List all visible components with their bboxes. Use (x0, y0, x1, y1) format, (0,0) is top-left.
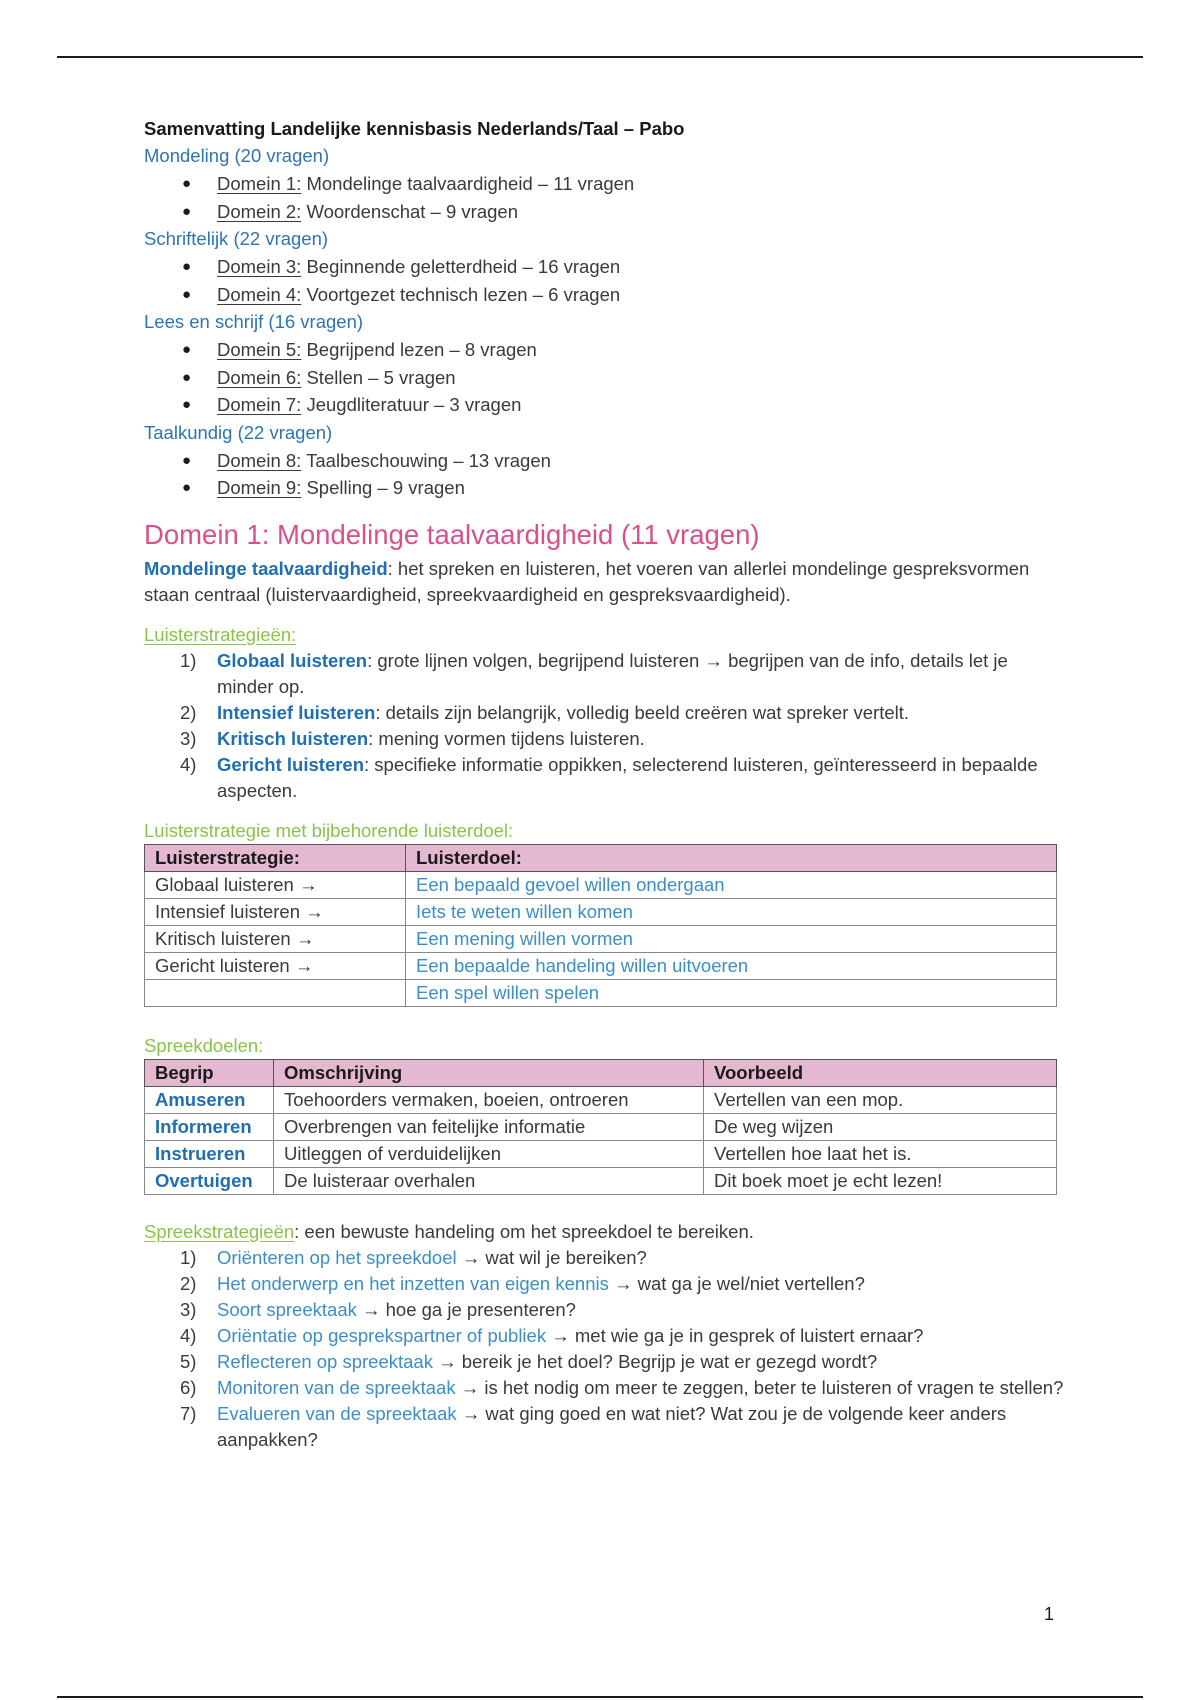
item-number: 4) (180, 1324, 197, 1346)
item-number: 5) (180, 1350, 197, 1372)
bullet-icon: ● (182, 341, 192, 358)
strategy-text: : mening vormen tijdens luisteren. (368, 727, 645, 749)
strategy-term: Oriëntatie op gesprekspartner of publiek (217, 1324, 547, 1346)
table-row (145, 898, 1057, 925)
strategy-term: Intensief luisteren (217, 701, 376, 723)
strategy-text: → is het nodig om meer te zeggen, beter te luisteren of vragen te stellen? (455, 1376, 1064, 1398)
domain-label: Domein 1: (217, 173, 302, 194)
domain-text: Beginnende geletterdheid – 16 vragen (301, 256, 621, 277)
description-cell: Uitleggen of verduidelijken (274, 1140, 704, 1167)
domain-label: Domein 9: (217, 477, 302, 498)
list-item (144, 700, 1064, 726)
term-cell: Instrueren (145, 1140, 274, 1167)
domain-list-item (144, 447, 1064, 475)
strategy-text: → met wie ga je in gesprek of luistert ernaar? (546, 1324, 924, 1346)
domain-text: Taalbeschouwing – 13 vragen (301, 449, 551, 471)
item-number: 3) (180, 727, 197, 749)
document-title: Samenvatting Landelijke kennisbasis Nederlands/Taal – Pabo (144, 118, 685, 139)
domain1-heading: Domein 1: Mondelinge taalvaardigheid (11 vragen) (144, 518, 760, 550)
domain-list-item (144, 336, 1064, 364)
bullet-icon: ● (182, 396, 192, 413)
goal-cell: Een bepaald gevoel willen ondergaan (406, 871, 1057, 898)
strategy-term: Soort spreektaak (217, 1298, 357, 1320)
speak-goals-heading: Spreekdoelen: (144, 1034, 264, 1056)
list-item (144, 1297, 1064, 1323)
speak-goals-table (144, 1059, 1057, 1195)
term-cell: Amuseren (145, 1086, 274, 1113)
list-item (144, 648, 1064, 700)
table-row (145, 979, 1057, 1006)
bullet-icon: ● (182, 175, 192, 192)
overview-heading: Taalkundig (22 vragen) (144, 421, 333, 443)
domain-list (144, 253, 1064, 308)
strategy-cell (145, 979, 406, 1006)
listen-goal-table (144, 844, 1057, 1007)
domain-list-item (144, 391, 1064, 419)
strategy-text: → bereik je het doel? Begrijp je wat er gezegd wordt? (432, 1350, 878, 1372)
strategy-term: Evalueren van de spreektaak (217, 1402, 457, 1424)
list-item (144, 752, 1064, 804)
strategy-text: → wat wil je bereiken? (456, 1246, 647, 1268)
definition-term: Mondelinge taalvaardigheid (144, 557, 388, 579)
speak-strategies-intro (144, 1219, 1064, 1245)
domain-list (144, 336, 1064, 419)
page-number: 1 (1044, 1604, 1055, 1624)
table-row (145, 1167, 1057, 1194)
speak-strategies-heading: Spreekstrategieën (144, 1220, 295, 1242)
strategy-cell: Intensief luisteren → (145, 898, 406, 925)
bullet-icon: ● (182, 202, 192, 220)
domain-list-item (144, 170, 1064, 198)
strategy-term: Monitoren van de spreektaak (217, 1376, 456, 1398)
domain-list-item (144, 198, 1064, 226)
item-number: 6) (180, 1376, 197, 1398)
definition-text: : het spreken en luisteren, het voeren van allerlei mondelinge gespreksvormen staan centraal (luistervaardigheid, spreekvaardigheid en gespreksvaardigheid). (144, 557, 1030, 605)
table-row (145, 871, 1057, 898)
overview-heading: Lees en schrijf (16 vragen) (144, 311, 364, 332)
footer-rule (57, 1696, 1143, 1698)
list-item (144, 1401, 1064, 1453)
listening-strategies-heading: Luisterstrategieën: (144, 623, 297, 645)
item-number: 2) (180, 1272, 197, 1294)
strategy-text: : grote lijnen volgen, begrijpend luisteren → begrijpen van de info, details let je minder op. (217, 649, 1008, 697)
strategy-text: : specifieke informatie oppikken, selecterend luisteren, geïnteresseerd in bepaalde aspecten. (217, 753, 1038, 801)
example-cell: Vertellen hoe laat het is. (704, 1140, 1057, 1167)
list-item (144, 1375, 1064, 1401)
domain-list-item (144, 364, 1064, 392)
list-item (144, 1349, 1064, 1375)
term-cell: Overtuigen (145, 1167, 274, 1194)
bullet-icon: ● (182, 451, 192, 469)
goal-cell: Een bepaalde handeling willen uitvoeren (406, 952, 1057, 979)
description-cell: Toehoorders vermaken, boeien, ontroeren (274, 1086, 704, 1113)
table-row (145, 925, 1057, 952)
column-header: Omschrijving (274, 1059, 704, 1086)
domain-list (144, 170, 1064, 225)
table-row (145, 1086, 1057, 1113)
example-cell: Dit boek moet je echt lezen! (704, 1167, 1057, 1194)
table-header-row (145, 844, 1057, 871)
domain-text: Voortgezet technisch lezen – 6 vragen (301, 283, 621, 305)
bullet-icon: ● (182, 258, 192, 275)
strategy-cell: Gericht luisteren → (145, 952, 406, 979)
domain-label: Domein 6: (217, 366, 302, 388)
domain-text: Stellen – 5 vragen (301, 366, 456, 388)
column-header: Luisterdoel: (406, 844, 1057, 871)
description-cell: Overbrengen van feitelijke informatie (274, 1113, 704, 1140)
listen-table-heading: Luisterstrategie met bijbehorende luisterdoel: (144, 819, 514, 841)
domain1-definition (144, 556, 1064, 608)
table-row (145, 1140, 1057, 1167)
domain-text: Begrijpend lezen – 8 vragen (301, 339, 537, 360)
overview-section (144, 142, 1064, 502)
table-row (145, 1113, 1057, 1140)
strategy-text: → wat ging goed en wat niet? Wat zou je de volgende keer anders aanpakken? (217, 1402, 1007, 1450)
strategy-term: Gericht luisteren (217, 753, 365, 775)
table-header-row (145, 1059, 1057, 1086)
example-cell: De weg wijzen (704, 1113, 1057, 1140)
list-item (144, 1323, 1064, 1349)
term-cell: Informeren (145, 1113, 274, 1140)
strategy-term: Reflecteren op spreektaak (217, 1350, 433, 1372)
list-item (144, 1271, 1064, 1297)
speak-strategies-intro-text: : een bewuste handeling om het spreekdoel te bereiken. (294, 1220, 754, 1242)
column-header: Luisterstrategie: (145, 844, 406, 871)
strategy-term: Het onderwerp en het inzetten van eigen kennis (217, 1272, 609, 1294)
item-number: 3) (180, 1298, 197, 1320)
domain-text: Jeugdliteratuur – 3 vragen (301, 394, 522, 415)
strategy-text: : details zijn belangrijk, volledig beeld creëren wat spreker vertelt. (375, 701, 910, 723)
item-number: 7) (180, 1402, 197, 1424)
description-cell: De luisteraar overhalen (274, 1167, 704, 1194)
header-rule (57, 56, 1143, 58)
domain-list (144, 447, 1064, 502)
listening-strategies-list (144, 648, 1064, 804)
strategy-term: Oriënteren op het spreekdoel (217, 1246, 457, 1268)
column-header: Voorbeeld (704, 1059, 1057, 1086)
domain-label: Domein 3: (217, 256, 302, 277)
strategy-cell: Globaal luisteren → (145, 871, 406, 898)
domain-label: Domein 8: (217, 449, 302, 471)
strategy-text: → wat ga je wel/niet vertellen? (608, 1272, 865, 1294)
item-number: 2) (180, 701, 197, 723)
item-number: 1) (180, 1246, 197, 1268)
bullet-icon: ● (182, 285, 192, 303)
domain-text: Mondelinge taalvaardigheid – 11 vragen (301, 173, 635, 194)
bullet-icon: ● (182, 368, 192, 386)
goal-cell: Iets te weten willen komen (406, 898, 1057, 925)
overview-heading: Schriftelijk (22 vragen) (144, 228, 329, 249)
strategy-term: Globaal luisteren (217, 649, 368, 671)
list-item (144, 1245, 1064, 1271)
column-header: Begrip (145, 1059, 274, 1086)
bullet-icon: ● (182, 479, 192, 496)
domain-list-item (144, 281, 1064, 309)
goal-cell: Een spel willen spelen (406, 979, 1057, 1006)
domain-list-item (144, 253, 1064, 281)
item-number: 1) (180, 649, 197, 671)
domain-text: Woordenschat – 9 vragen (301, 200, 518, 222)
example-cell: Vertellen van een mop. (704, 1086, 1057, 1113)
domain-label: Domein 4: (217, 283, 302, 305)
goal-cell: Een mening willen vormen (406, 925, 1057, 952)
domain-text: Spelling – 9 vragen (301, 477, 465, 498)
table-row (145, 952, 1057, 979)
domain-label: Domein 2: (217, 200, 302, 222)
strategy-cell: Kritisch luisteren → (145, 925, 406, 952)
strategy-term: Kritisch luisteren (217, 727, 369, 749)
strategy-text: → hoe ga je presenteren? (356, 1298, 576, 1320)
page-content (144, 115, 1064, 1453)
overview-heading: Mondeling (20 vragen) (144, 145, 330, 166)
list-item (144, 726, 1064, 752)
domain-list-item (144, 474, 1064, 502)
speak-strategies-list (144, 1245, 1064, 1453)
domain-label: Domein 5: (217, 339, 302, 360)
item-number: 4) (180, 753, 197, 775)
domain-label: Domein 7: (217, 394, 302, 415)
